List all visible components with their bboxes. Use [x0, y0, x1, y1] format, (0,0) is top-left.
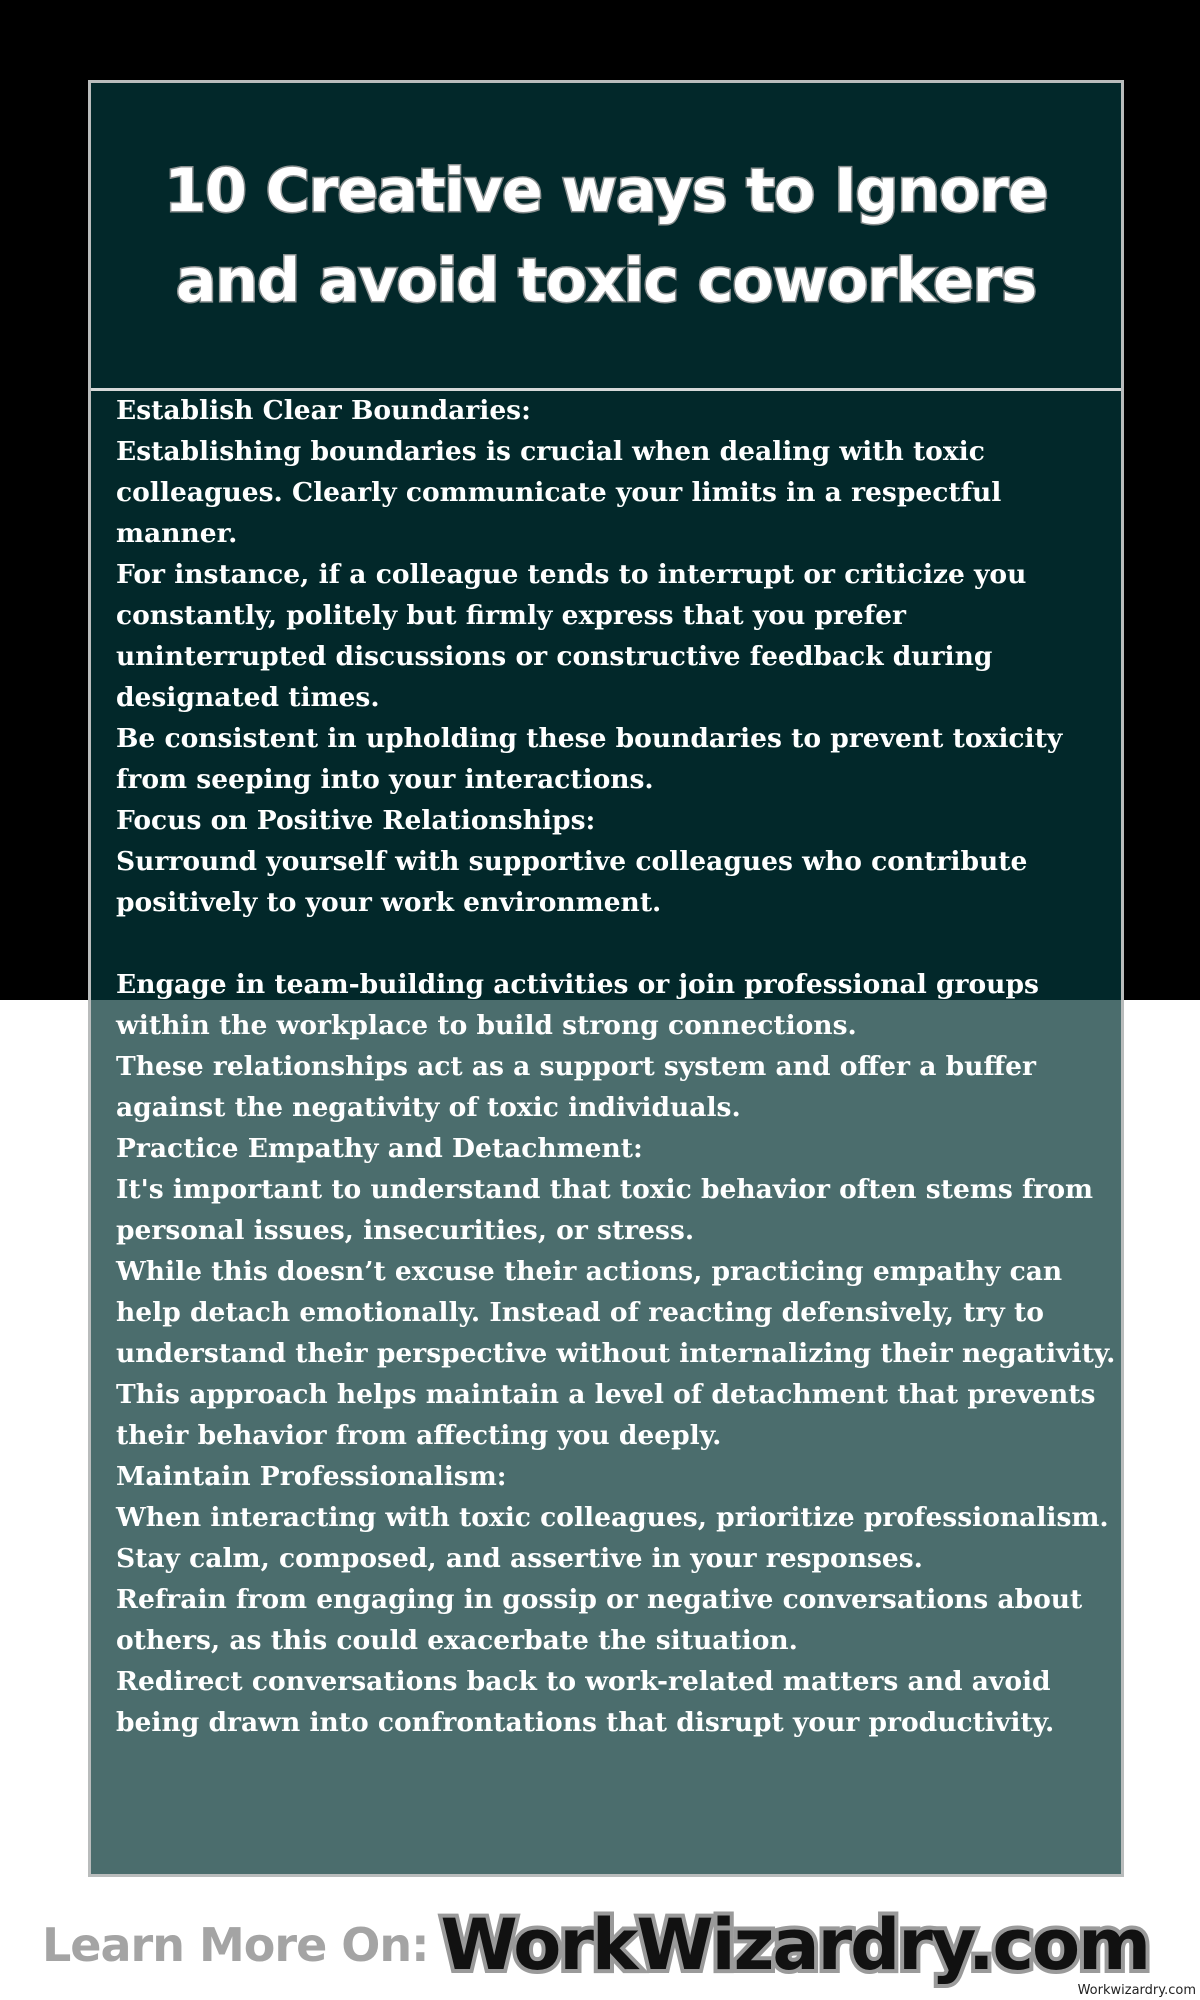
- content-card: [88, 80, 1124, 1877]
- paragraph: It's important to understand that toxic behavior often stems from personal issues, insecurities, or stress.: [116, 1174, 1094, 1246]
- article-body: [116, 390, 1116, 1743]
- paragraph: While this doesn’t excuse their actions, practicing empathy can help detach emotionally. Instead of reacting defensively, try to understand their perspective without internalizing their negativity.: [116, 1256, 1116, 1369]
- paragraph: Refrain from engaging in gossip or negative conversations about others, as this could exacerbate the situation.: [116, 1584, 1083, 1656]
- section-heading: Maintain Professionalism:: [116, 1461, 507, 1492]
- footer-banner: [42, 1902, 1149, 1987]
- paragraph: Engage in team-building activities or join professional groups within the workplace to build strong connections.: [116, 969, 1039, 1041]
- paragraph: These relationships act as a support system and offer a buffer against the negativity of toxic individuals.: [116, 1051, 1036, 1123]
- paragraph: For instance, if a colleague tends to interrupt or criticize you constantly, politely but firmly express that you prefer uninterrupted discussions or constructive feedback during designated times.: [116, 559, 1027, 713]
- paragraph: This approach helps maintain a level of detachment that prevents their behavior from affecting you deeply.: [116, 1379, 1096, 1451]
- page-title: 10 Creative ways to Ignore and avoid toxic coworkers: [164, 155, 1048, 316]
- section-heading: Practice Empathy and Detachment:: [116, 1133, 643, 1164]
- blank-line: [116, 923, 1116, 964]
- paragraph: Be consistent in upholding these boundaries to prevent toxicity from seeping into your interactions.: [116, 723, 1063, 795]
- footer-site-link[interactable]: WorkWizardry.com: [440, 1903, 1150, 1986]
- paragraph: When interacting with toxic colleagues, prioritize professionalism. Stay calm, composed, and assertive in your responses.: [116, 1502, 1109, 1574]
- title-banner: [91, 83, 1121, 391]
- section-heading: Focus on Positive Relationships:: [116, 805, 596, 836]
- watermark: Workwizardry.com: [1077, 1983, 1196, 1998]
- section-heading: Establish Clear Boundaries:: [116, 395, 531, 426]
- footer-lead-text: Learn More On:: [42, 1917, 429, 1972]
- paragraph: Surround yourself with supportive colleagues who contribute positively to your work environment.: [116, 846, 1028, 918]
- paragraph: Establishing boundaries is crucial when dealing with toxic colleagues. Clearly communicate your limits in a respectful manner.: [116, 436, 1002, 549]
- paragraph: Redirect conversations back to work-related matters and avoid being drawn into confrontations that disrupt your productivity.: [116, 1666, 1055, 1738]
